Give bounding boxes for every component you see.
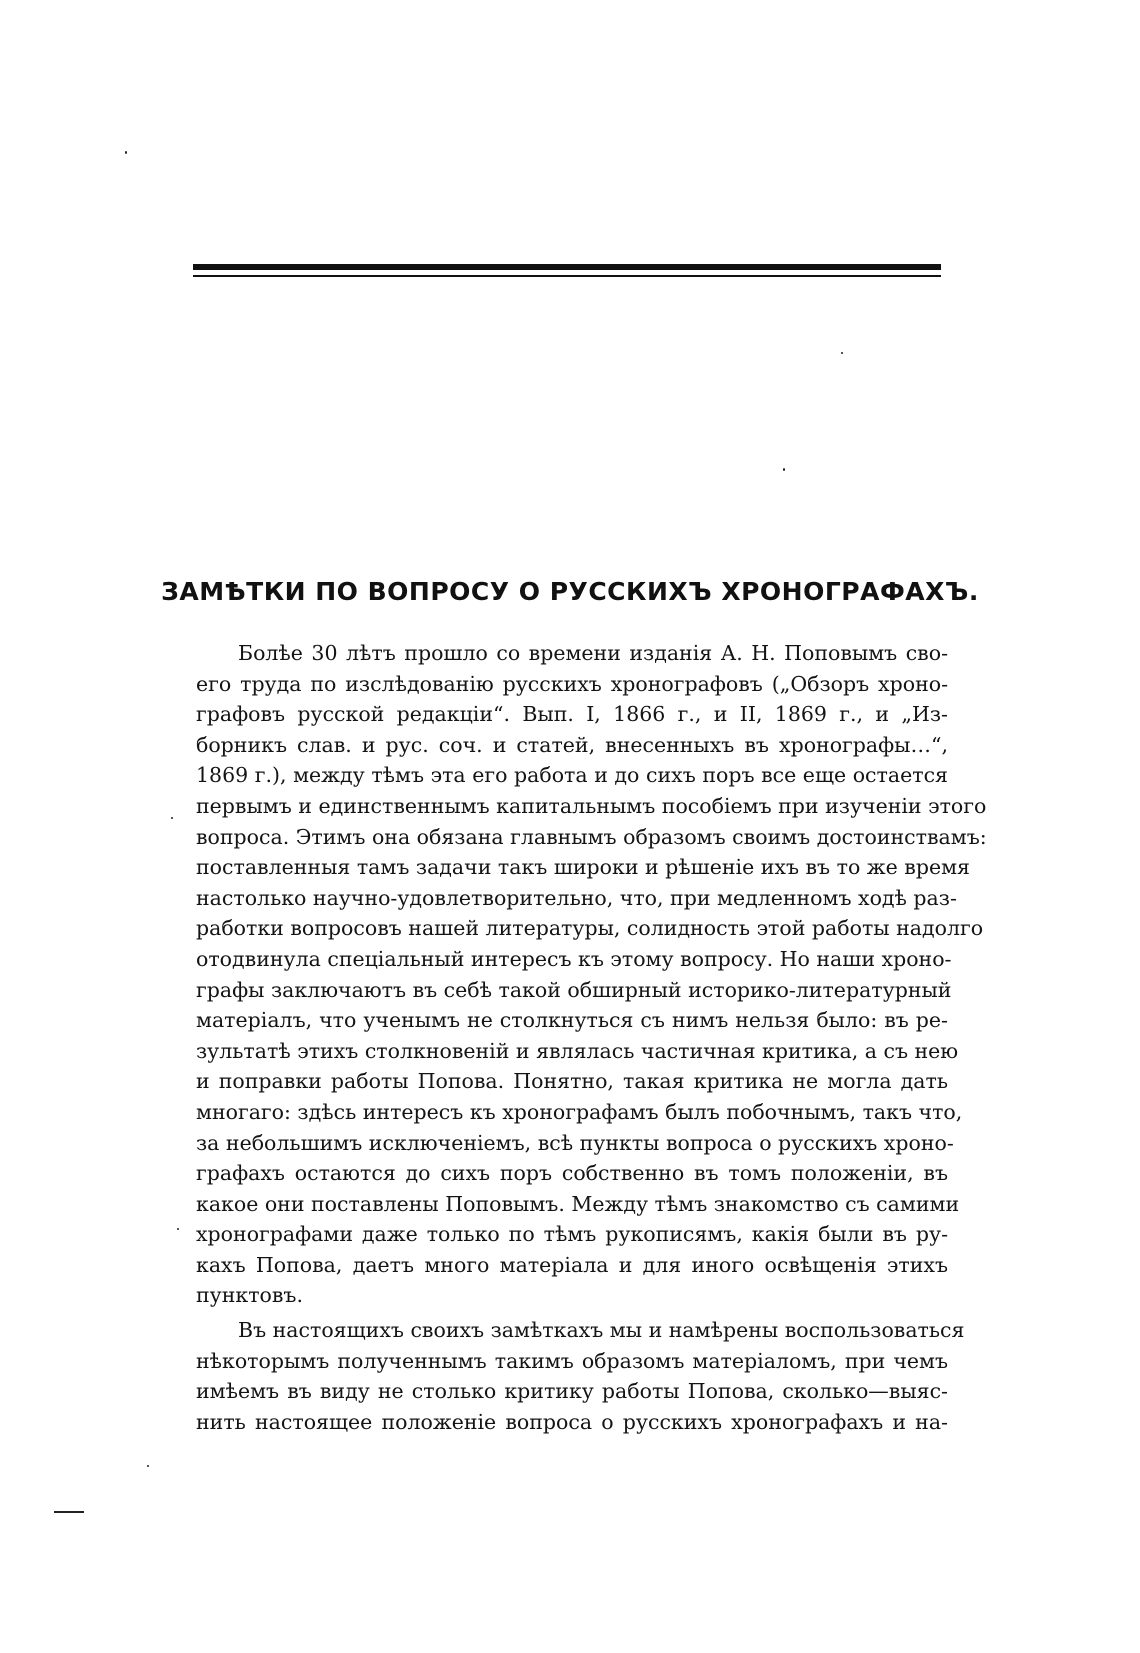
text-line: работки вопросовъ нашей литературы, солидность этой работы надолго (196, 916, 984, 941)
text-line: нить настоящее положеніе вопроса о русскихъ хронографахъ и на- (196, 1409, 948, 1434)
text-line: зультатѣ этихъ столкновеній и являлась частичная критика, а съ нею (196, 1038, 959, 1063)
paragraph-2 (196, 1315, 965, 1437)
text-line: графовъ русской редакціи“. Вып. I, 1866 г., и II, 1869 г., и „Из- (196, 702, 948, 727)
text-line: отодвинула спеціальный интересъ къ этому вопросу. Но наши хроно- (196, 946, 952, 971)
article-title: ЗАМѢТКИ ПО ВОПРОСУ О РУССКИХЪ ХРОНОГРАФАХЪ. (161, 577, 979, 606)
scan-speck (171, 817, 173, 819)
scan-speck (177, 1228, 179, 1230)
scan-speck (147, 1465, 149, 1467)
text-line: графахъ остаются до сихъ поръ собственно въ томъ положеніи, въ (196, 1161, 948, 1186)
text-line: поставленныя тамъ задачи такъ широки и рѣшеніе ихъ въ то же время (196, 855, 970, 880)
scan-speck (841, 352, 843, 354)
text-line: настолько научно-удовлетворительно, что, при медленномъ ходѣ раз- (196, 885, 957, 910)
text-line: нѣкоторымъ полученнымъ такимъ образомъ матеріаломъ, при чемъ (196, 1348, 948, 1373)
scan-speck (125, 151, 127, 154)
margin-mark (54, 1511, 84, 1513)
scan-speck (783, 468, 785, 471)
text-line: хронографами даже только по тѣмъ рукописямъ, какія были въ ру- (196, 1222, 948, 1247)
text-line: кахъ Попова, даетъ много матеріала и для иного освѣщенія этихъ (196, 1252, 948, 1277)
text-line: первымъ и единственнымъ капитальнымъ пособіемъ при изученіи этого (196, 793, 987, 818)
article-body (196, 638, 987, 1437)
text-line: матеріалъ, что ученымъ не столкнуться съ нимъ нельзя было: въ ре- (196, 1008, 948, 1033)
header-rule-thick (193, 264, 941, 270)
text-line: 1869 г.), между тѣмъ эта его работа и до сихъ поръ все еще остается (196, 763, 948, 788)
text-line: графы заключаютъ въ себѣ такой обширный историко-литературный (196, 977, 952, 1002)
text-line: Болѣе 30 лѣтъ прошло со времени изданія А. Н. Поповымъ сво- (238, 641, 948, 665)
text-line: многаго: здѣсь интересъ къ хронографамъ былъ побочнымъ, такъ что, (196, 1099, 963, 1124)
text-line: вопроса. Этимъ она обязана главнымъ образомъ своимъ достоинствамъ: (196, 824, 987, 849)
header-rule-thin (193, 275, 941, 277)
text-line: за небольшимъ исключеніемъ, всѣ пункты вопроса о русскихъ хроно- (196, 1130, 954, 1155)
paragraph-1 (196, 638, 987, 1311)
text-line: борникъ слав. и рус. соч. и статей, внесенныхъ въ хронографы…“, (196, 732, 948, 757)
text-line: какое они поставлены Поповымъ. Между тѣмъ знакомство съ самими (196, 1191, 960, 1216)
text-line: его труда по изслѣдованію русскихъ хронографовъ („Обзоръ хроно- (196, 671, 948, 696)
text-line: пунктовъ. (196, 1283, 303, 1308)
text-line: Въ настоящихъ своихъ замѣткахъ мы и намѣрены воспользоваться (238, 1318, 965, 1343)
text-line: и поправки работы Попова. Понятно, такая критика не могла дать (196, 1069, 948, 1094)
text-line: имѣемъ въ виду не столько критику работы Попова, сколько—выяс- (196, 1379, 948, 1404)
